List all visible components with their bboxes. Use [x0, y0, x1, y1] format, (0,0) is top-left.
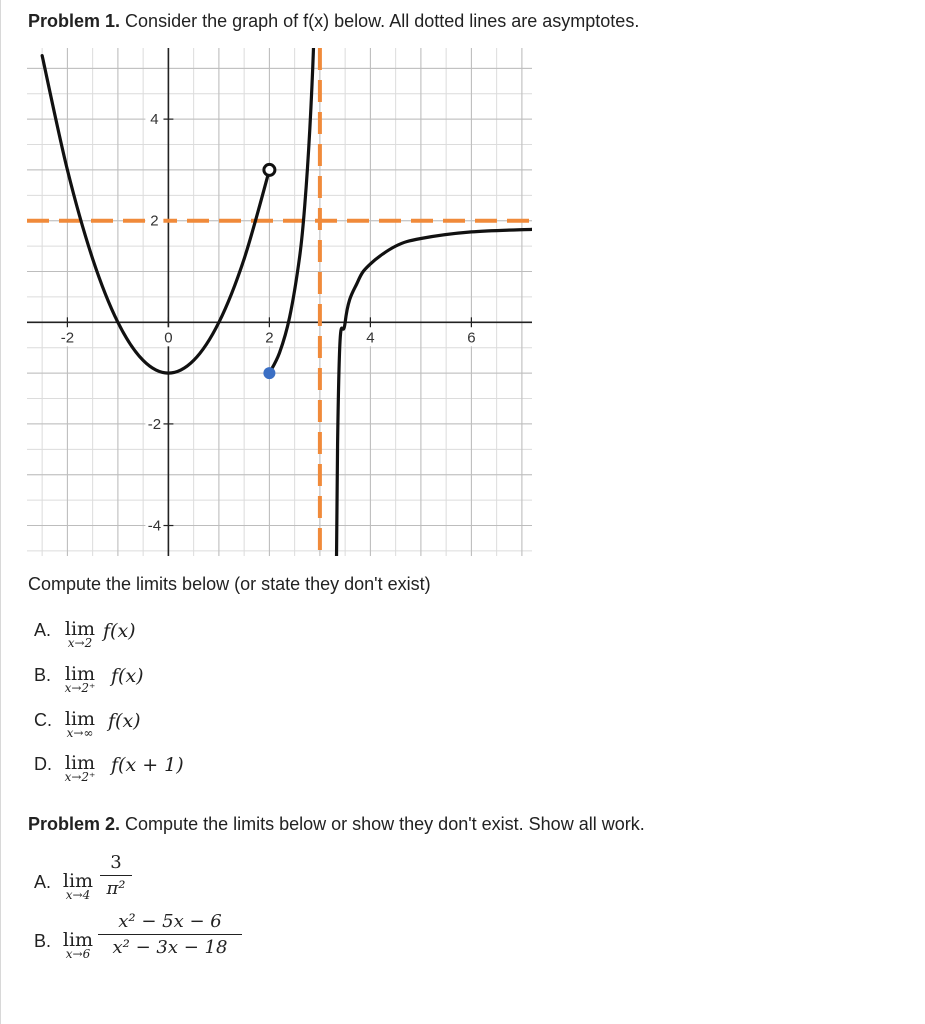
limit2-item-a: [34, 872, 51, 893]
limit-expression: f(x): [111, 665, 144, 687]
limit-operator: [58, 929, 98, 961]
problem2-label: Problem 2.: [28, 814, 121, 834]
problem2-text: Compute the limits below or show they don't exist. Show all work.: [125, 814, 645, 834]
lim-text: lim: [64, 752, 96, 774]
lim-subscript: x→2: [67, 636, 93, 650]
numerator: x² − 5x − 6: [118, 911, 222, 932]
y-tick-label: -4: [147, 517, 162, 535]
y-tick-label: -2: [147, 415, 162, 433]
limit-expression: f(x + 1): [111, 754, 184, 776]
instruction-text: Compute the limits below (or state they don't exist): [28, 574, 431, 594]
lim-subscript: x→2⁺: [64, 681, 96, 695]
limit-label: B.: [34, 931, 52, 951]
numerator: 3: [110, 852, 122, 873]
lim-text: lim: [62, 870, 94, 892]
limit2-item-b: [34, 931, 51, 952]
problem1-text: Consider the graph of f(x) below. All dotted lines are asymptotes.: [125, 11, 640, 31]
limit-label: A.: [34, 620, 52, 640]
problem1-heading: [28, 10, 639, 32]
x-tick-label: 6: [467, 329, 476, 347]
lim-subscript: x→6: [65, 947, 91, 961]
limit-operator: [60, 618, 100, 650]
lim-text: lim: [64, 663, 96, 685]
x-tick-label: 0: [164, 329, 173, 347]
open-point: [264, 164, 275, 175]
limit-operator: [60, 752, 100, 784]
denominator: π²: [106, 878, 126, 899]
x-tick-label: -2: [60, 329, 75, 347]
x-tick-label: 4: [366, 329, 375, 347]
limit-item-d: [34, 754, 52, 775]
limit-item-c: [34, 710, 52, 731]
lim-text: lim: [64, 708, 96, 730]
curve-rising-branch: [269, 48, 316, 373]
limit-operator: [60, 708, 100, 740]
lim-subscript: x→4: [65, 888, 91, 902]
limit-label: B.: [34, 665, 52, 685]
problem1-label: Problem 1.: [28, 11, 121, 31]
lim-subscript: x→∞: [66, 726, 94, 740]
limit-operator: [58, 870, 98, 902]
limit-operator: [60, 663, 100, 695]
limit-label: A.: [34, 872, 52, 892]
fraction-bar: [98, 934, 242, 935]
fraction-b: [98, 911, 242, 958]
lim-text: lim: [62, 929, 94, 951]
y-tick-label: 2: [150, 212, 159, 230]
lim-text: lim: [64, 618, 96, 640]
closed-point: [263, 367, 275, 379]
problem2-heading: [28, 813, 645, 835]
curve-right-branch: [330, 229, 532, 556]
denominator: x² − 3x − 18: [112, 937, 228, 958]
limit-label: D.: [34, 754, 52, 774]
limit-label: C.: [34, 710, 52, 730]
limit-expression: f(x): [108, 710, 141, 732]
limit-expression: f(x): [103, 620, 136, 642]
fraction-bar: [100, 875, 132, 876]
x-tick-label: 2: [265, 329, 274, 347]
limit-item-a: [34, 620, 51, 641]
function-graph: [27, 48, 532, 556]
fraction-a: [100, 852, 132, 899]
page-left-border: [0, 0, 1, 1024]
limit-item-b: [34, 665, 51, 686]
y-tick-label: 4: [150, 111, 159, 129]
lim-subscript: x→2⁺: [64, 770, 96, 784]
